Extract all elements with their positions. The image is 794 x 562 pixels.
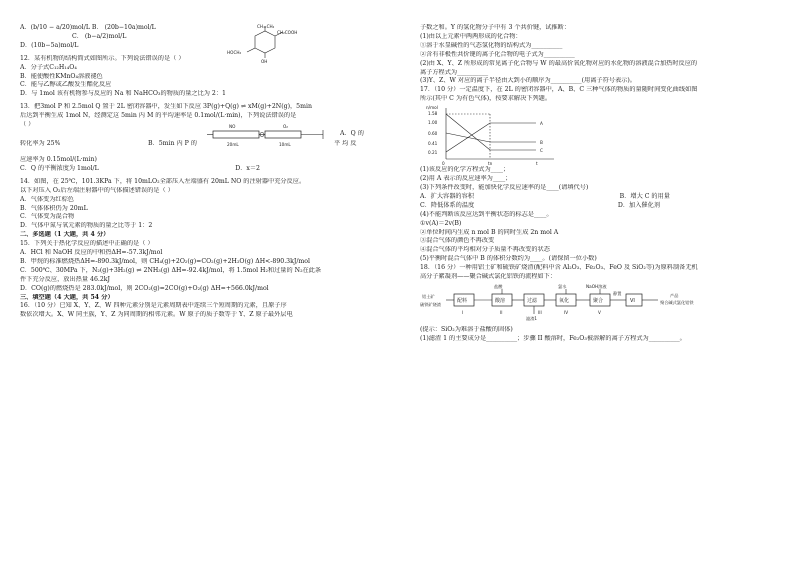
question-13: 13．把3mol P 和 2.5mol Q 置于 2L 密闭容器中，发生如下反应 3P(g)+Q(g) ⇌ xM(g)+2N(g)，5min xyxy=(20,103,312,111)
x-tick: tn xyxy=(488,161,493,167)
option-a: A．扩大容器的容积 xyxy=(420,192,474,200)
raw-material: 硫铁矿烧渣 xyxy=(420,301,441,307)
structure-label: HOCH₂ xyxy=(227,50,242,55)
flow-step: 聚合 xyxy=(593,297,604,304)
question-18: 18．（16 分）一种用铝土矿和硫铁矿烧渣(配料中含 Al₂O₃、Fe₂O₃、FeO 及 SiO₂等)为原料制备无机 xyxy=(420,264,698,272)
question-14-cont: 以下对压入 O₂后左端注射器中的气体描述错误的是（ ） xyxy=(20,186,174,194)
flow-product: 聚合碱式氯化铝铁 xyxy=(660,299,694,305)
structure-label: CH₂COOH xyxy=(277,30,298,35)
option-line: 平 均 反 xyxy=(334,139,357,147)
sub-question: (3)Y、Z、W 对应的离子半径由大到小的顺序为__________(用离子符号表示)。 xyxy=(420,77,636,85)
flow-reagent: 盐酸 xyxy=(494,283,503,289)
flow-reagent: 静置 xyxy=(613,290,622,296)
option-line: A．(b/10 − a/20)mol/L B． (20b−10a)mol/L xyxy=(20,24,156,31)
sub-question: (1)由以上元素中两两形成的化合物： xyxy=(420,32,522,40)
option-line: D．CO(g)的燃烧热是 283.0kJ/mol，则 2CO₂(g)=2CO(g)+O₂(g) ΔH=+566.0kJ/mol xyxy=(20,284,269,292)
question-16: 16．（10 分）已知 X、Y、Z、W 四种元素分别是元素周期表中连续三个短周期的元素，且原子序 xyxy=(20,302,287,310)
sub-question: (2)由 X、Y、Z 所形成的常见离子化合物与 W 的最高价氧化物对应的水化物的溶液混合加热时反应的 xyxy=(420,59,698,67)
option-line: A．气体变为红棕色 xyxy=(20,195,74,203)
option-line: D．(10b−5a)mol/L xyxy=(20,41,79,49)
sub-question: ①溶于水显碱性的气态氢化物的结构式为__________ xyxy=(420,41,563,49)
option-b: B．增大 C 的用量 xyxy=(619,192,670,200)
option-c: C．降低体系的温度 xyxy=(420,201,475,209)
right-column xyxy=(420,24,780,344)
question-17-cont: 所示(其中 C 为有色气体)，按要求解决下列题。 xyxy=(420,95,552,103)
step-roman: III xyxy=(538,309,542,315)
option-line: D．与 1mol 该有机物参与反应的 Na 和 NaHCO₃的物质的量之比为 2：1 xyxy=(20,90,226,98)
option-line: C．气体变为混合物 xyxy=(20,213,75,221)
flow-residue: 滤渣1 xyxy=(526,315,538,321)
raw-material: 铝土矿 xyxy=(422,293,435,299)
flow-step: VI xyxy=(630,297,635,304)
curve-label: B xyxy=(540,140,543,146)
syringe-label: O₂ xyxy=(283,123,288,129)
option-line: 转化率为 25% xyxy=(20,139,61,147)
step-roman: V xyxy=(598,309,601,315)
option-line: 件下充分反应，放出热量 46.2kJ xyxy=(20,275,111,283)
option-line: B．5min 内 P 的 xyxy=(148,139,197,147)
step-roman: I xyxy=(462,309,464,315)
flow-reagent: NaOH溶液 xyxy=(586,283,607,289)
y-tick: 0.60 xyxy=(428,131,438,137)
question-17: 17．（10 分）一定温度下，在 2L 的密闭容器中，A、B、C 三种气体的物质的量随时间变化曲线如图 xyxy=(420,86,698,94)
hint-line: (提示：SiO₂为难溶于盐酸的固体) xyxy=(420,325,513,333)
option-line: 应速率为 0.15mol/(L·min) xyxy=(20,155,97,163)
curve-label: C xyxy=(540,148,543,154)
question-12: 12．某有机物的结构简式如图所示。下列说法错误的是（ ） xyxy=(20,54,185,62)
sub-question: (1)该反应的化学方程式为____； xyxy=(420,166,510,174)
option-line: A．Q 的 xyxy=(340,129,364,137)
curve-label: A xyxy=(540,121,543,127)
y-tick: 1.00 xyxy=(428,120,438,126)
structure-diagram xyxy=(225,24,305,64)
y-tick: 0.21 xyxy=(428,150,438,156)
flow-step: 酸溶 xyxy=(495,297,506,304)
process-flow-diagram xyxy=(420,282,770,326)
question-16-cont: 数依次增大。X、W 同主族，Y、Z 为同周期的相邻元素。W 原子的质子数等于 Y、Z 原子最外层电 xyxy=(20,311,293,319)
option-row xyxy=(20,165,390,174)
question-13-cont: 后达到平衡生成 1mol N，经测定这 5min 内 M 的平均速率是 0.1mol/(L·min)，下列说法错误的是 xyxy=(20,112,297,120)
y-tick: 1.58 xyxy=(428,111,438,117)
sub-question: (4)不能判断该反应达到平衡状态的标志是____。 xyxy=(420,210,553,218)
flow-product: 产品 xyxy=(670,292,679,298)
sub-question: (3)下列条件改变时，能加快化学反应速率的是____(请填代号) xyxy=(420,183,589,191)
option-line: ①v(A)＝2v(B) xyxy=(420,219,462,227)
step-roman: II xyxy=(500,309,503,315)
flow-reagent: 氯水 xyxy=(558,283,567,289)
option-line: ③混合气体的颜色不再改变 xyxy=(420,237,495,245)
sub-question: 离子方程式为__________ xyxy=(420,68,489,76)
syringe-label: NO xyxy=(229,123,236,129)
section-heading: 二、多选题（1 大题，共 4 分） xyxy=(20,231,110,239)
option-line: D．气体中氮与氧元素的物质的量之比等于 1：2 xyxy=(20,222,153,230)
option-line: A．HCl 和 NaOH 反应的中和热ΔH=-57.3kJ/mol xyxy=(20,249,163,257)
y-tick: 0.41 xyxy=(428,141,438,147)
option-line: ④混合气体的平均相对分子质量不再改变的状态 xyxy=(420,246,550,254)
q13-options-block xyxy=(20,123,390,156)
x-tick: 0 xyxy=(442,161,445,167)
syringe-label: 10mL xyxy=(279,141,291,147)
sub-question: (2)用 A 表示的反应速率为____； xyxy=(420,175,512,183)
option-row xyxy=(420,193,780,202)
curve-a xyxy=(446,123,536,152)
x-tick: t xyxy=(536,161,538,167)
left-column xyxy=(20,24,390,320)
option-c: C．Q 的平衡浓度为 1mol/L xyxy=(20,164,99,172)
question-14: 14．如图，在 25℃，101.3KPa 下，将 10mLO₂全部压入左端盛有 20mL NO 的注射器中充分反应。 xyxy=(20,177,306,185)
sub-question: (1)滤渣 1 的主要成分是__________；步骤 II 酸溶时，Fe₂O₃被溶解的离子方程式为__________。 xyxy=(420,334,686,342)
section-heading: 三、填空题（4 大题，共 54 分） xyxy=(20,293,114,301)
question-15: 15．下列关于热化学反应的描述中正确的是（ ） xyxy=(20,240,154,248)
option-row xyxy=(420,202,780,211)
question-18-cont: 高分子絮凝剂——聚合碱式氯化铝铁的流程如下： xyxy=(420,273,557,281)
structure-label: CH=CH₂ xyxy=(257,24,275,29)
curve-c xyxy=(446,114,536,150)
option-line: B．甲烷的标准燃烧热ΔH=-890.3kJ/mol，则 CH₄(g)+2O₂(g)=CO₂(g)+2H₂O(g) ΔH<-890.3kJ/mol xyxy=(20,257,311,265)
option-d: D．加入催化剂 xyxy=(617,201,660,209)
question-16-cont: 子数之和。Y 的氢化物分子中有 3 个共价键，试推断： xyxy=(420,24,571,31)
option-line: ②单位时间内生成 n mol B 的同时生成 2n mol A xyxy=(420,228,559,236)
structure-label: OH xyxy=(261,59,268,64)
sub-question: (5)平衡时混合气体中 B 的体积分数约为____。(请保留一位小数) xyxy=(420,255,597,263)
flow-step: 氧化 xyxy=(559,297,570,304)
flow-step: 配料 xyxy=(457,297,468,304)
flow-step: 过滤 xyxy=(527,297,538,304)
syringe-diagram xyxy=(205,122,335,148)
curve-b xyxy=(446,133,536,142)
sub-question: ②含有非极性共价键的离子化合物的电子式为__________ xyxy=(420,50,575,58)
graph-ylabel: n/mol xyxy=(426,105,438,111)
syringe-label: 20mL xyxy=(227,141,239,147)
option-line: C．500℃、30MPa 下，N₂(g)+3H₂(g) ⇌ 2NH₃(g) ΔH=-92.4kJ/mol，将 1.5mol H₂和过量的 N₂在此条 xyxy=(20,266,322,274)
option-line: A．分子式C₁₂H₁₄O₄ xyxy=(20,63,77,71)
question-13-cont: （ ） xyxy=(20,121,35,129)
option-line: B．能使酸性KMnO₄溶液褪色 xyxy=(20,72,103,80)
step-roman: IV xyxy=(564,309,569,315)
option-line: C． (b−a/2)mol/L xyxy=(72,32,127,40)
mole-time-graph xyxy=(424,104,564,166)
option-line: C．能与乙醇或乙酸发生酯化反应 xyxy=(20,81,112,89)
option-d: D．x＝2 xyxy=(235,164,260,172)
option-line: B．气体体积仍为 20mL xyxy=(20,204,88,212)
